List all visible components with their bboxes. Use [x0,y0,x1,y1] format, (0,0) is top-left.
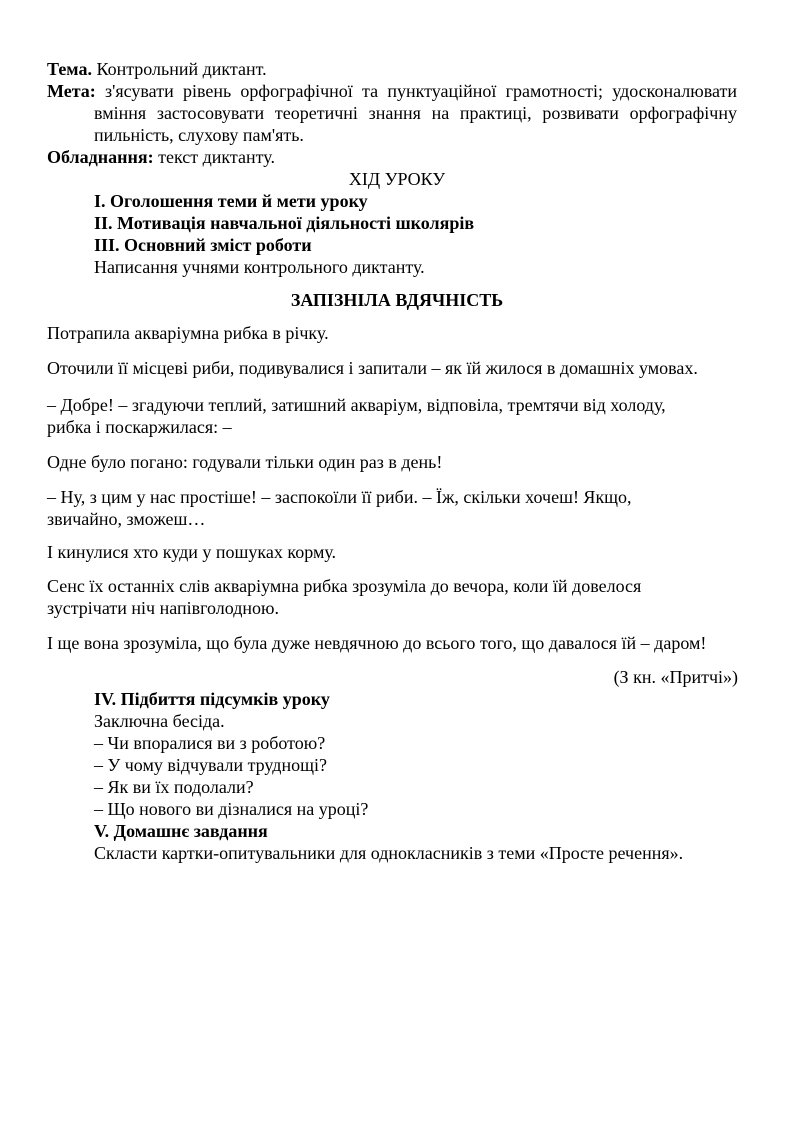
equipment-label: Обладнання: [47,147,154,167]
summary-question-2: – У чому відчували труднощі? [94,755,327,775]
lesson-step-2-text: ІІ. Мотивація навчальної діяльності школярів [94,213,475,233]
lesson-step-3-text: ІІІ. Основний зміст роботи [94,235,312,255]
summary-question-4: – Що нового ви дізналися на уроці? [94,799,369,819]
lesson-step-3-description: Написання учнями контрольного диктанту. [94,257,425,277]
dictation-paragraph-7-line-1: Сенс їх останніх слів акваріумна рибка зрозуміла до вечора, коли їй довелося [47,576,642,596]
goal-line-2: вміння застосовувати теоретичні знання на практиці, розвивати орфографічну [94,103,737,123]
lesson-step-1 [94,190,368,212]
topic-line [47,58,267,80]
dictation-paragraph-6: І кинулися хто куди у пошуках корму. [47,542,337,562]
goal-label: Мета: [47,81,96,101]
dictation-title-text: ЗАПІЗНІЛА ВДЯЧНІСТЬ [290,290,504,310]
summary-intro: Заключна бесіда. [94,711,225,731]
lesson-step-1-text: І. Оголошення теми й мети уроку [94,191,368,211]
dictation-paragraph-8: І ще вона зрозуміла, що була дуже невдячною до всього того, що давалося їй – даром! [47,633,707,653]
dictation-paragraph-5-line-1: – Ну, з цим у нас простіше! – заспокоїли її риби. – Їж, скільки хочеш! Якщо, [47,487,632,507]
summary-step-5-text: V. Домашнє завдання [94,821,268,841]
equipment-line [47,146,275,168]
equipment-text: текст диктанту. [153,147,275,167]
dictation-paragraph-1: Потрапила акваріумна рибка в річку. [47,323,329,343]
summary-step-5 [94,820,268,842]
dictation-paragraph-5-line-2: звичайно, зможеш… [47,509,206,529]
goal-line-3: пильність, слухову пам'ять. [94,125,304,145]
summary-question-3: – Як ви їх подолали? [94,777,254,797]
summary-step-4 [94,688,330,710]
goal-line-1 [47,80,737,102]
goal-text-1: з'ясувати рівень орфографічної та пунктуаційної грамотності; удосконалювати [95,81,737,101]
summary-homework: Скласти картки-опитувальники для однокласників з теми «Просте речення». [94,843,684,863]
topic-label: Тема. [47,59,92,79]
lesson-step-2 [94,212,474,234]
topic-text: Контрольний диктант. [91,59,267,79]
dictation-source: (З кн. «Притчі») [613,667,738,687]
lesson-step-3 [94,234,312,256]
dictation-paragraph-2: Оточили її місцеві риби, подивувалися і запитали – як їй жилося в домашніх умовах. [47,358,698,378]
summary-step-4-text: IV. Підбиття підсумків уроку [94,689,330,709]
dictation-title [0,289,794,311]
dictation-paragraph-3-line-1: – Добре! – згадуючи теплий, затишний акваріум, відповіла, тремтячи від холоду, [47,395,666,415]
summary-question-1: – Чи впоралися ви з роботою? [94,733,326,753]
dictation-paragraph-3-line-2: рибка і поскаржилася: – [47,417,232,437]
dictation-paragraph-7-line-2: зустрічати ніч напівголодною. [47,598,279,618]
dictation-paragraph-4: Одне було погано: годували тільки один раз в день! [47,452,443,472]
lesson-heading: ХІД УРОКУ [348,169,446,189]
